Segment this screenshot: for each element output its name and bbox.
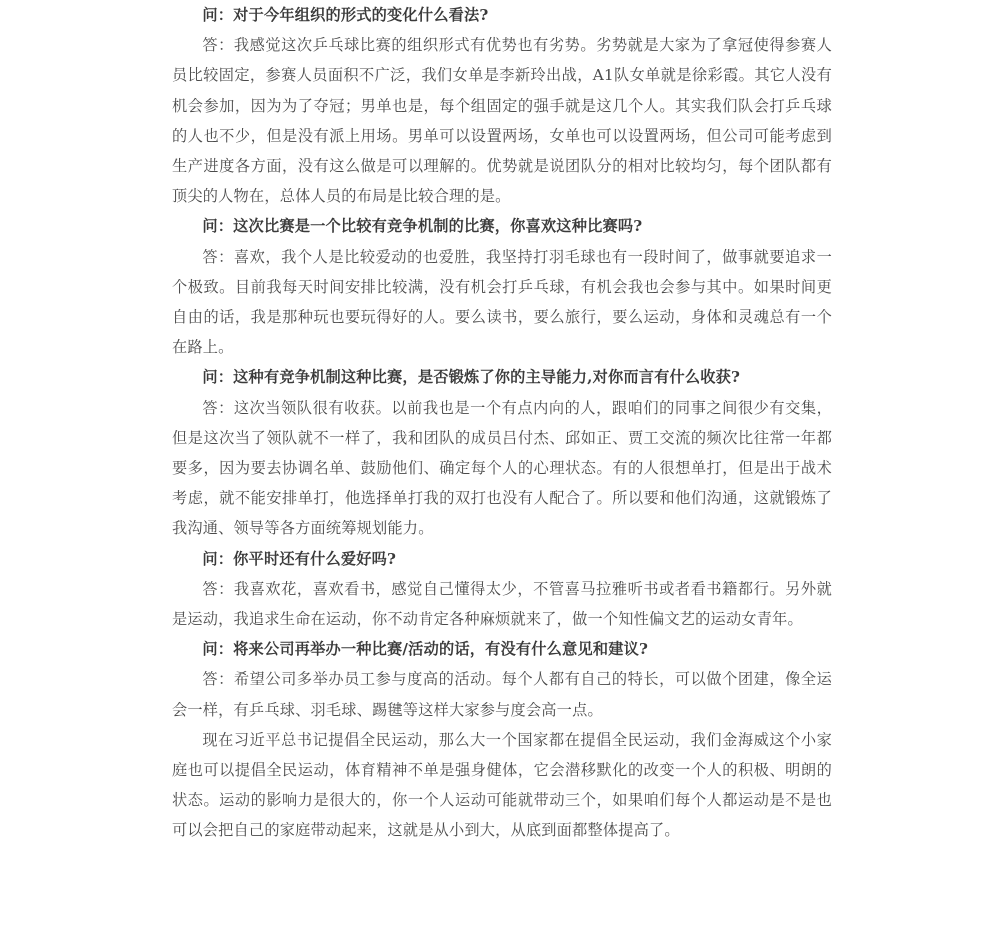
document-page xyxy=(172,0,832,846)
closing-paragraph: 现在习近平总书记提倡全民运动，那么大一个国家都在提倡全民运动，我们金海威这个小家庭也可以提倡全民运动，体育精神不单是强身健体，它会潜移默化的改变一个人的积极、明朗的状态。运动的影响力是很大的，你一个人运动可能就带动三个，如果咱们每个人都运动是不是也可以会把自己的家庭带动起来，这就是从小到大，从底到面都整体提高了。 xyxy=(172,730,832,840)
answer-4: 答：我喜欢花，喜欢看书，感觉自己懂得太少，不管喜马拉雅听书或者看书籍都行。另外就是运动，我追求生命在运动，你不动肯定各种麻烦就来了，做一个知性偏文艺的运动女青年。 xyxy=(172,579,832,629)
answer-3: 答：这次当领队很有收获。以前我也是一个有点内向的人，跟咱们的同事之间很少有交集，但是这次当了领队就不一样了，我和团队的成员吕付杰、邱如正、贾工交流的频次比往常一年都要多，因为要去协调名单、鼓励他们、确定每个人的心理状态。有的人很想单打，但是出于战术考虑，就不能安排单打，他选择单打我的双打也没有人配合了。所以要和他们沟通，这就锻炼了我沟通、领导等各方面统筹规划能力。 xyxy=(172,398,832,538)
question-4: 问：你平时还有什么爱好吗? xyxy=(202,549,397,568)
answer-1: 答：我感觉这次乒乓球比赛的组织形式有优势也有劣势。劣势就是大家为了拿冠使得参赛人员比较固定，参赛人员面积不广泛，我们女单是李新玲出战，A1队女单就是徐彩霞。其它人没有机会参加，因为为了夺冠；男单也是，每个组固定的强手就是这几个人。其实我们队会打乒乓球的人也不少，但是没有派上用场。男单可以设置两场，女单也可以设置两场，但公司可能考虑到生产进度各方面，没有这么做是可以理解的。优势就是说团队分的相对比较均匀，每个团队都有顶尖的人物在，总体人员的布局是比较合理的是。 xyxy=(172,36,832,206)
question-1: 问：对于今年组织的形式的变化什么看法? xyxy=(202,6,489,24)
answer-2: 答：喜欢，我个人是比较爱动的也爱胜，我坚持打羽毛球也有一段时间了，做事就要追求一个极致。目前我每天时间安排比较满，没有机会打乒乓球，有机会我也会参与其中。如果时间更自由的话，我是那种玩也要玩得好的人。要么读书，要么旅行，要么运动，身体和灵魂总有一个在路上。 xyxy=(172,247,832,357)
question-3: 问：这种有竞争机制这种比赛，是否锻炼了你的主导能力,对你而言有什么收获? xyxy=(202,368,741,387)
answer-5: 答：希望公司多举办员工参与度高的活动。每个人都有自己的特长，可以做个团建，像全运会一样，有乒乓球、羽毛球、踢毽等这样大家参与度会高一点。 xyxy=(172,670,832,719)
question-5: 问：将来公司再举办一种比赛/活动的话，有没有什么意见和建议? xyxy=(202,640,649,659)
question-2: 问：这次比赛是一个比较有竞争机制的比赛，你喜欢这种比赛吗? xyxy=(202,217,643,236)
